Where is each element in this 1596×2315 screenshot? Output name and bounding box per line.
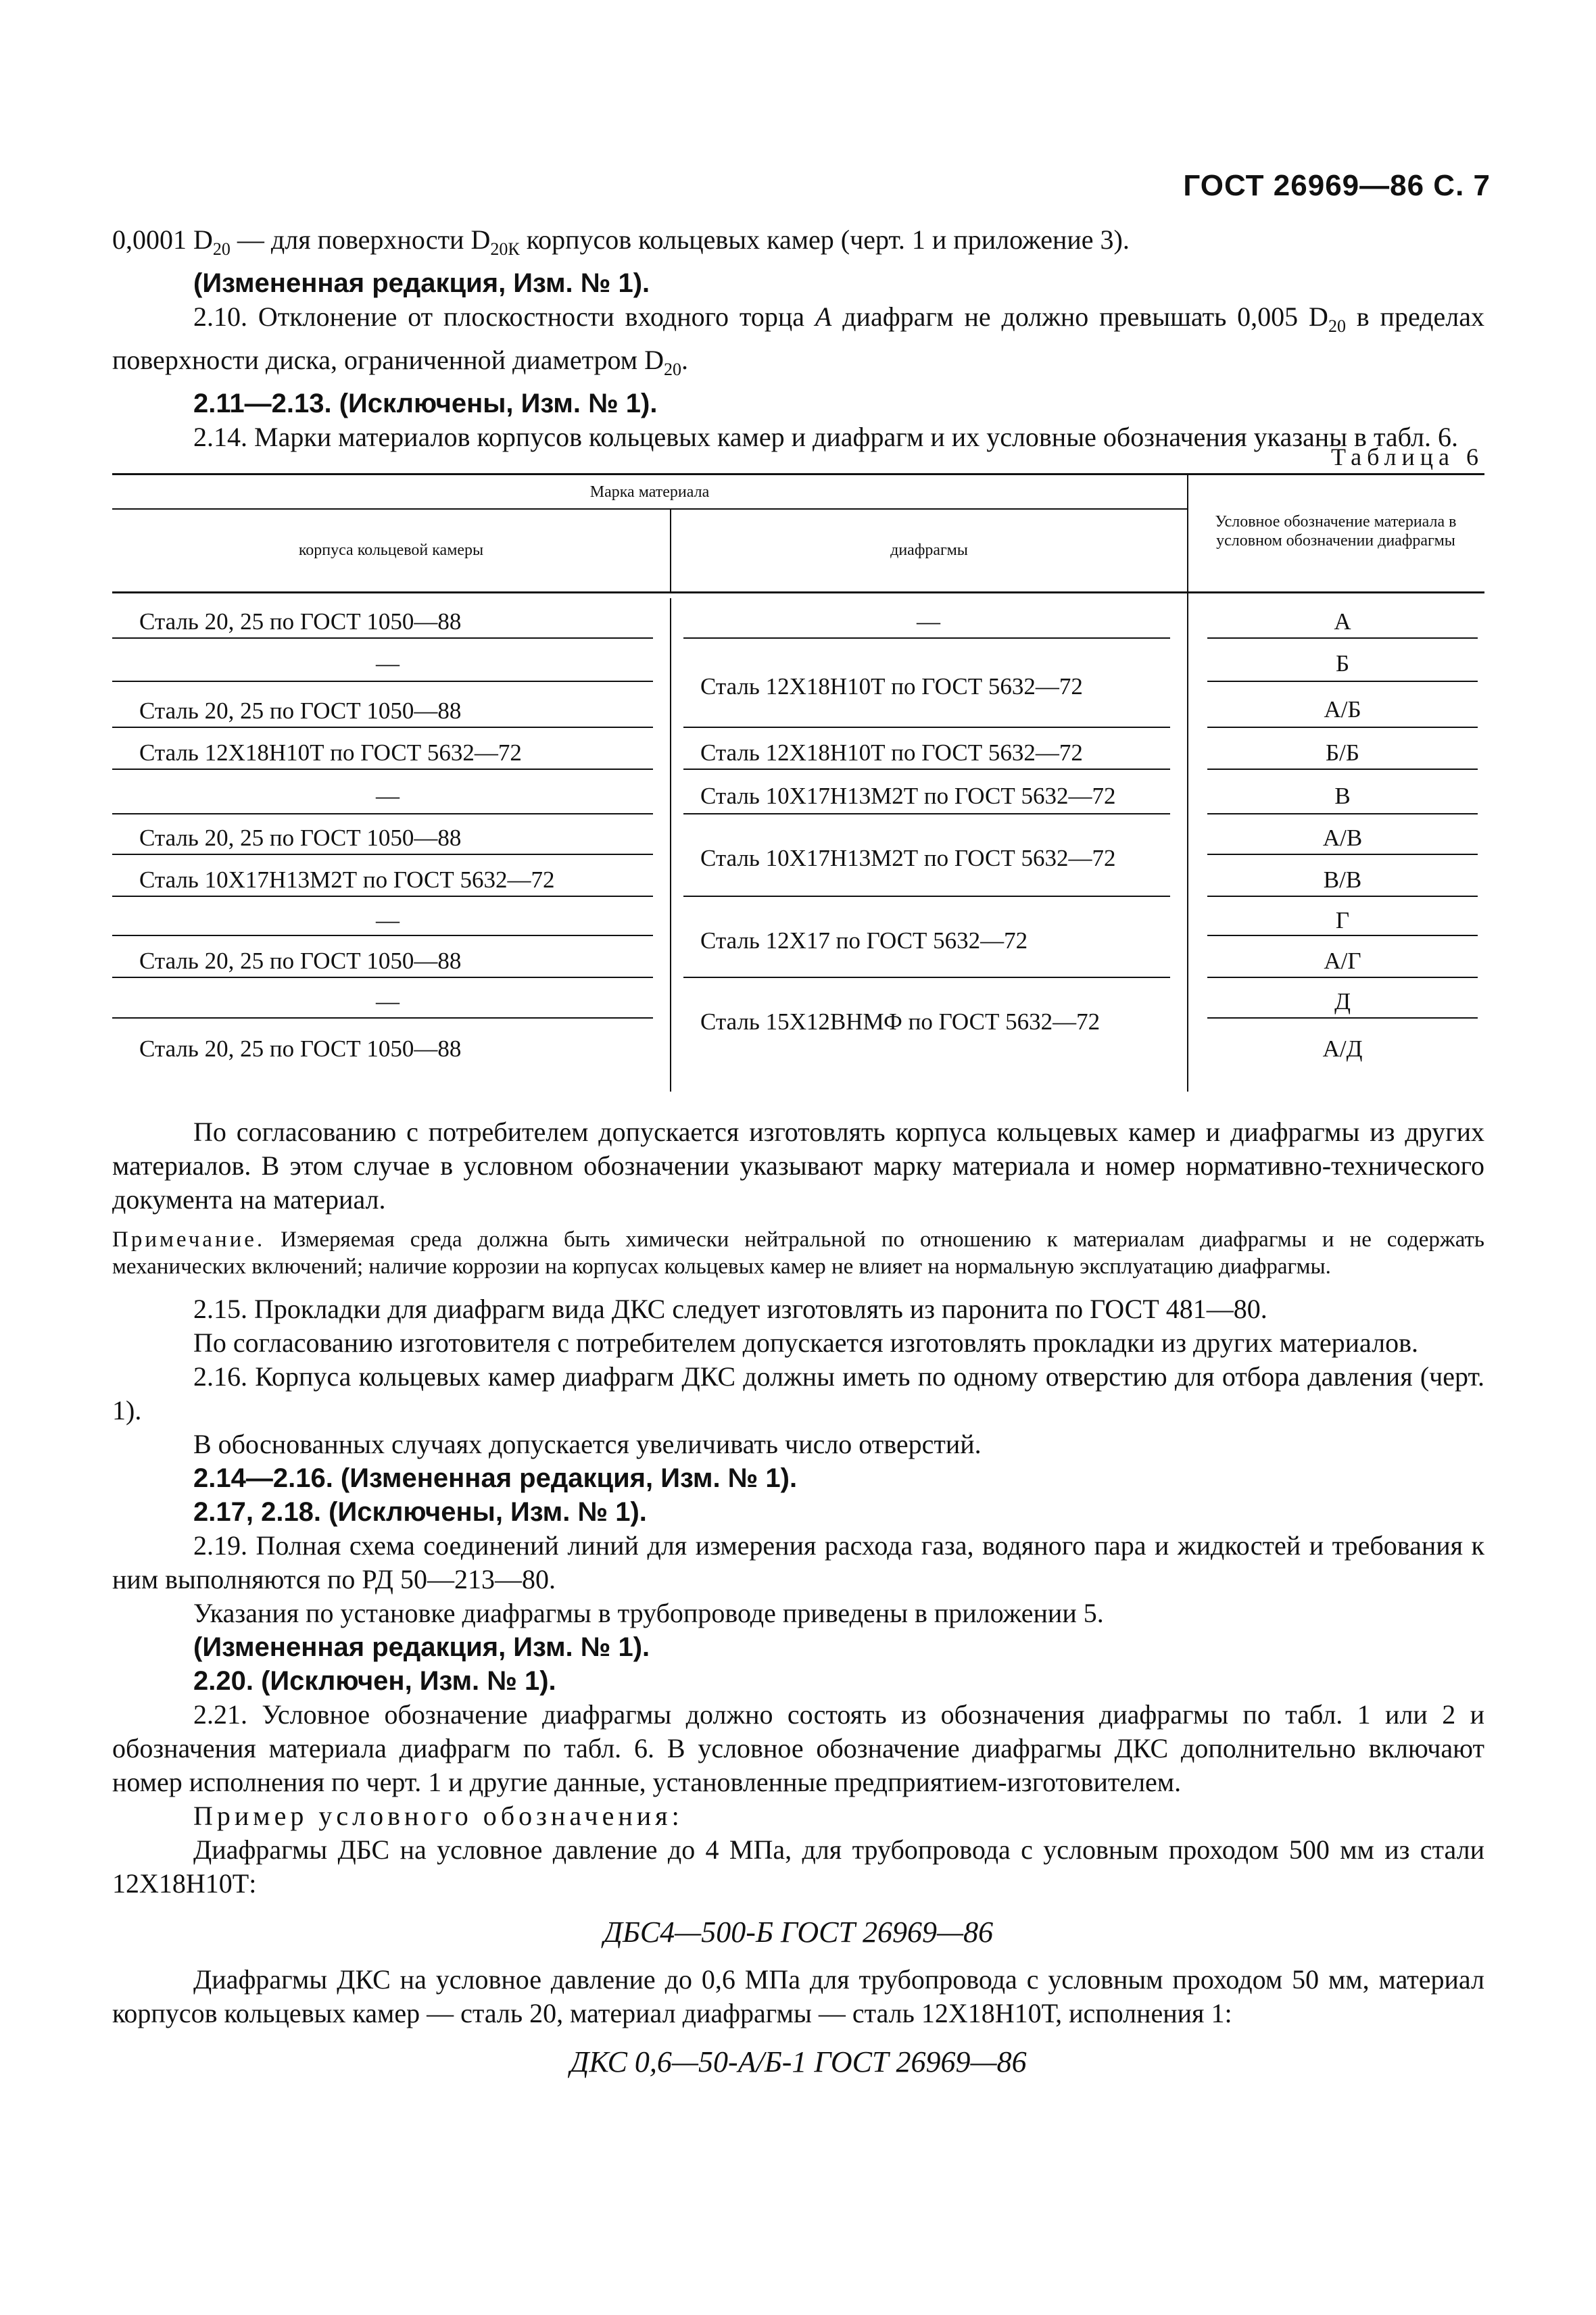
table-caption: Таблица 6 (1331, 443, 1484, 470)
paragraph: 2.14. Марки материалов корпусов кольцевых камер и диафрагм и их условные обозначения указаны в табл. 6. (193, 422, 1458, 452)
excluded-note: 2.20. (Исключен, Изм. № 1). (193, 1666, 556, 1696)
table-cell-body: Сталь 12Х18Н10Т по ГОСТ 5632—72 (139, 739, 522, 766)
cell-rule (112, 896, 653, 897)
cell-rule (683, 637, 1170, 639)
table-cell-diaphragm: Сталь 12Х17 по ГОСТ 5632—72 (700, 927, 1028, 954)
text-run: диафрагм не должно превышать 0,005 D (831, 301, 1328, 332)
revision-note: (Измененная редакция, Изм. № 1). (193, 268, 650, 298)
table-cell-body: — (376, 650, 400, 677)
column-divider (1187, 473, 1188, 1092)
text-run: . (681, 345, 688, 375)
text-run: 0,0001 D (112, 224, 213, 255)
table-cell-code: Г (1335, 907, 1350, 933)
paragraph: 2.16. Корпуса кольцевых камер диафрагм ДКС должны иметь по одному отверстию для отбора давления (черт. 1). (112, 1361, 1484, 1425)
text-run: — для поверхности D (230, 224, 491, 255)
page-header: ГОСТ 26969—86 С. 7 (1183, 169, 1491, 202)
table-rule (112, 591, 1484, 593)
cell-rule (1207, 1017, 1478, 1019)
cell-rule (1207, 977, 1478, 978)
table-rule (112, 473, 1484, 475)
table-cell-body: Сталь 20, 25 по ГОСТ 1050—88 (139, 608, 462, 635)
subscript: 20 (1328, 316, 1346, 336)
table-cell-code: Д (1334, 988, 1351, 1015)
example-heading: Пример условного обозначения: (193, 1801, 683, 1831)
cell-rule (1207, 727, 1478, 728)
table-cell-code: В (1334, 783, 1351, 809)
subscript: 20К (490, 239, 520, 259)
text-run: 2.10. Отклонение от плоскостности входного торца (193, 301, 815, 332)
table-cell-code: А/Д (1322, 1035, 1363, 1062)
table-cell-body: Сталь 20, 25 по ГОСТ 1050—88 (139, 825, 462, 851)
text-run: корпусов кольцевых камер (черт. 1 и приложение 3). (519, 224, 1130, 255)
subscript: 20 (664, 360, 681, 379)
subscript: 20 (212, 239, 231, 259)
paragraph: 2.21. Условное обозначение диафрагмы должно состоять из обозначения диафрагмы по табл. 1 или 2 и обозначения материала диафрагм по табл. 6. В условное обозначение диафрагмы ДКС дополнительно включают номер исполнения по черт. 1 и другие данные, установленные предприятием-изготовителем. (112, 1699, 1484, 1797)
table-cell-body: Сталь 20, 25 по ГОСТ 1050—88 (139, 948, 462, 974)
column-divider (670, 598, 671, 1092)
header-group: Марка материала (589, 483, 710, 501)
cell-rule (112, 813, 653, 814)
intro-section (112, 223, 1484, 454)
cell-rule (112, 977, 653, 978)
cell-rule (1207, 681, 1478, 682)
note (112, 1226, 1484, 1280)
cell-rule (112, 854, 653, 855)
text-run: А (815, 301, 832, 332)
table-cell-body: Сталь 20, 25 по ГОСТ 1050—88 (139, 698, 462, 724)
designation-example: ДБС4—500-Б ГОСТ 26969—86 (603, 1916, 994, 1949)
table-cell-code: А/Г (1324, 948, 1361, 974)
paragraph: По согласованию изготовителя с потребителем допускается изготовлять прокладки из других материалов. (193, 1327, 1418, 1358)
cell-rule (1207, 854, 1478, 855)
paragraph: 2.15. Прокладки для диафрагм вида ДКС следует изготовлять из паронита по ГОСТ 481—80. (193, 1294, 1267, 1324)
cell-rule (112, 681, 653, 682)
revision-note: (Измененная редакция, Изм. № 1). (193, 1632, 650, 1662)
table-cell-code: А (1334, 608, 1351, 635)
cell-rule (683, 813, 1170, 814)
note-text: Измеряемая среда должна быть химически нейтральной по отношению к материалам диафрагмы и не содержать механических включений; наличие коррозии на корпусах кольцевых камер не влияет на нормальную эксплуатацию диафрагмы. (112, 1227, 1484, 1279)
excluded-note: 2.17, 2.18. (Исключены, Изм. № 1). (193, 1497, 647, 1527)
header-col-body: корпуса кольцевой камеры (298, 541, 484, 559)
paragraph: Диафрагмы ДКС на условное давление до 0,6 МПа для трубопровода с условным проходом 50 мм, материал корпусов кольцевых камер — сталь 20, материал диафрагмы — сталь 12Х18Н10Т, исполнения 1: (112, 1964, 1484, 2028)
table-cell-diaphragm: Сталь 12Х18Н10Т по ГОСТ 5632—72 (700, 673, 1083, 700)
table-cell-code: Б (1335, 650, 1350, 677)
table-rule (112, 508, 1187, 510)
table-cell-diaphragm: Сталь 15Х12ВНМФ по ГОСТ 5632—72 (700, 1008, 1101, 1035)
cell-rule (112, 935, 653, 936)
excluded-note: 2.11—2.13. (Исключены, Изм. № 1). (193, 389, 658, 418)
body-section (112, 1115, 1484, 2093)
paragraph: По согласованию с потребителем допускается изготовлять корпуса кольцевых камер и диафрагмы из других материалов. В этом случае в условном обозначении указывают марку материала и номер нормативно-технического документа на материал. (112, 1117, 1484, 1215)
cell-rule (112, 637, 653, 639)
table-cell-body: Сталь 20, 25 по ГОСТ 1050—88 (139, 1035, 462, 1062)
table-cell-diaphragm: Сталь 10Х17Н13М2Т по ГОСТ 5632—72 (700, 845, 1116, 871)
cell-rule (112, 769, 653, 770)
table-cell-code: Б/Б (1326, 739, 1359, 766)
cell-rule (112, 727, 653, 728)
header-col-diaphragm: диафрагмы (890, 541, 968, 559)
table-cell-body: — (376, 907, 400, 933)
paragraph (112, 223, 1484, 266)
cell-rule (1207, 637, 1478, 639)
paragraph (112, 300, 1484, 387)
paragraph: В обоснованных случаях допускается увеличивать число отверстий. (193, 1429, 982, 1459)
paragraph: Указания по установке диафрагмы в трубопроводе приведены в приложении 5. (193, 1598, 1104, 1628)
table-cell-diaphragm: Сталь 12Х18Н10Т по ГОСТ 5632—72 (700, 739, 1083, 766)
table-cell-body: Сталь 10Х17Н13М2Т по ГОСТ 5632—72 (139, 867, 555, 893)
text-run: в пределах поверхности диска, ограниченной диаметром D (112, 301, 1485, 375)
cell-rule (683, 769, 1170, 770)
cell-rule (1207, 935, 1478, 936)
cell-rule (1207, 813, 1478, 814)
materials-table (112, 473, 1484, 1092)
cell-rule (683, 896, 1170, 897)
table-cell-diaphragm: — (917, 608, 940, 635)
cell-rule (1207, 896, 1478, 897)
paragraph: Диафрагмы ДБС на условное давление до 4 МПа, для трубопровода с условным проходом 500 мм из стали 12Х18Н10Т: (112, 1834, 1484, 1899)
table-cell-code: А/В (1322, 825, 1363, 851)
cell-rule (112, 1017, 653, 1019)
table-cell-body: — (376, 988, 400, 1015)
designation-example: ДКС 0,6—50-А/Б-1 ГОСТ 26969—86 (570, 2045, 1027, 2078)
table-cell-diaphragm: Сталь 10Х17Н13М2Т по ГОСТ 5632—72 (700, 783, 1116, 809)
revision-note: 2.14—2.16. (Измененная редакция, Изм. № 1). (193, 1463, 798, 1493)
table-cell-body: — (376, 783, 400, 809)
table-cell-code: А/Б (1324, 696, 1361, 723)
cell-rule (683, 727, 1170, 728)
cell-rule (1207, 769, 1478, 770)
paragraph: 2.19. Полная схема соединений линий для измерения расхода газа, водяного пара и жидкостей и требования к ним выполняются по РД 50—213—80. (112, 1530, 1484, 1594)
cell-rule (683, 977, 1170, 978)
table-cell-code: В/В (1323, 867, 1362, 893)
header-col-code: Условное обозначение материала в условном обозначении диафрагмы (1215, 513, 1457, 550)
note-label: Примечание. (112, 1227, 266, 1252)
